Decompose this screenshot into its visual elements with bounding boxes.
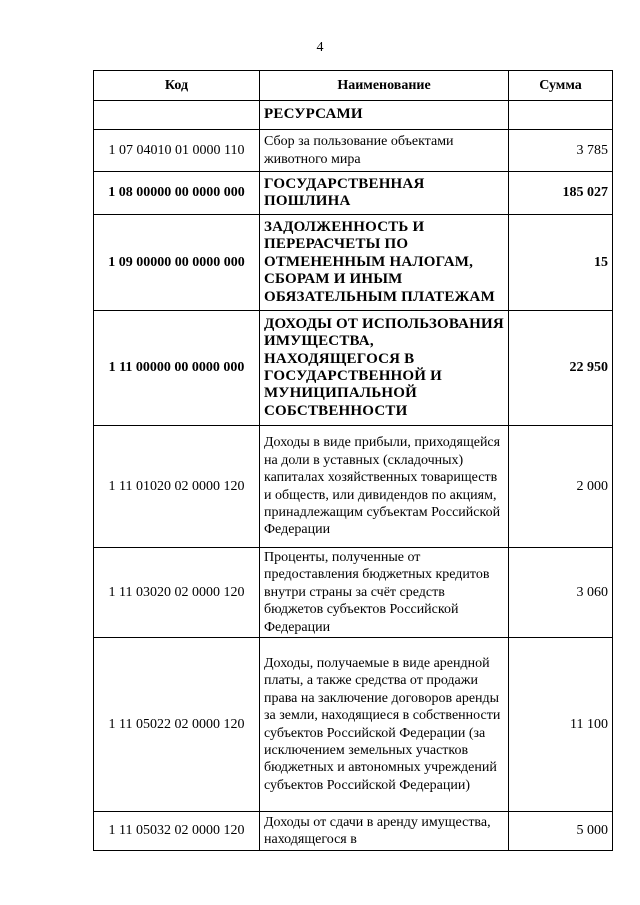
table-row bbox=[94, 130, 613, 172]
row-sum: 3 785 bbox=[509, 130, 613, 172]
row-name: ЗАДОЛЖЕННОСТЬ И ПЕРЕРАСЧЕТЫ ПО ОТМЕНЕННЫМ НАЛОГАМ, СБОРАМ И ИНЫМ ОБЯЗАТЕЛЬНЫМ ПЛАТЕЖАМ bbox=[260, 215, 509, 311]
header-name: Наименование bbox=[260, 71, 509, 101]
row-name: ДОХОДЫ ОТ ИСПОЛЬЗОВАНИЯ ИМУЩЕСТВА, НАХОДЯЩЕГОСЯ В ГОСУДАРСТВЕННОЙ И МУНИЦИПАЛЬНОЙ СОБСТВЕННОСТИ bbox=[260, 311, 509, 426]
table-row bbox=[94, 638, 613, 812]
row-name: Проценты, полученные от предоставления бюджетных кредитов внутри страны за счёт средств бюджетов субъектов Российской Федерации bbox=[260, 548, 509, 638]
row-sum: 185 027 bbox=[509, 172, 613, 215]
header-code: Код bbox=[94, 71, 260, 101]
table-row bbox=[94, 101, 613, 130]
row-sum: 2 000 bbox=[509, 426, 613, 548]
table-row bbox=[94, 812, 613, 851]
table-row bbox=[94, 172, 613, 215]
row-code: 1 11 01020 02 0000 120 bbox=[94, 426, 260, 548]
row-code: 1 07 04010 01 0000 110 bbox=[94, 130, 260, 172]
row-name: ГОСУДАРСТВЕННАЯ ПОШЛИНА bbox=[260, 172, 509, 215]
row-code bbox=[94, 101, 260, 130]
row-sum: 11 100 bbox=[509, 638, 613, 812]
table-header-row bbox=[94, 71, 613, 101]
header-sum: Сумма bbox=[509, 71, 613, 101]
table-row bbox=[94, 548, 613, 638]
row-code: 1 11 05022 02 0000 120 bbox=[94, 638, 260, 812]
row-name: Сбор за пользование объектами животного мира bbox=[260, 130, 509, 172]
row-code: 1 11 00000 00 0000 000 bbox=[94, 311, 260, 426]
row-code: 1 08 00000 00 0000 000 bbox=[94, 172, 260, 215]
row-name: РЕСУРСАМИ bbox=[260, 101, 509, 130]
row-code: 1 09 00000 00 0000 000 bbox=[94, 215, 260, 311]
row-code: 1 11 03020 02 0000 120 bbox=[94, 548, 260, 638]
page-number: 4 bbox=[316, 40, 324, 55]
table-row bbox=[94, 215, 613, 311]
table-row bbox=[94, 311, 613, 426]
row-sum: 5 000 bbox=[509, 812, 613, 851]
row-sum: 3 060 bbox=[509, 548, 613, 638]
row-name: Доходы, получаемые в виде арендной платы, а также средства от продажи права на заключение договоров аренды за земли, находящиеся в собственности субъектов Российской Федерации (за исключением земельных участков бюджетных и автономных учреждений субъектов Российской Федерации) bbox=[260, 638, 509, 812]
row-sum: 15 bbox=[509, 215, 613, 311]
row-name: Доходы в виде прибыли, приходящейся на доли в уставных (складочных) капиталах хозяйственных товариществ и обществ, или дивидендов по акциям, принадлежащим субъектам Российской Федерации bbox=[260, 426, 509, 548]
row-sum bbox=[509, 101, 613, 130]
table-row bbox=[94, 426, 613, 548]
row-name: Доходы от сдачи в аренду имущества, находящегося в bbox=[260, 812, 509, 851]
row-sum: 22 950 bbox=[509, 311, 613, 426]
revenue-table bbox=[93, 70, 613, 851]
row-code: 1 11 05032 02 0000 120 bbox=[94, 812, 260, 851]
